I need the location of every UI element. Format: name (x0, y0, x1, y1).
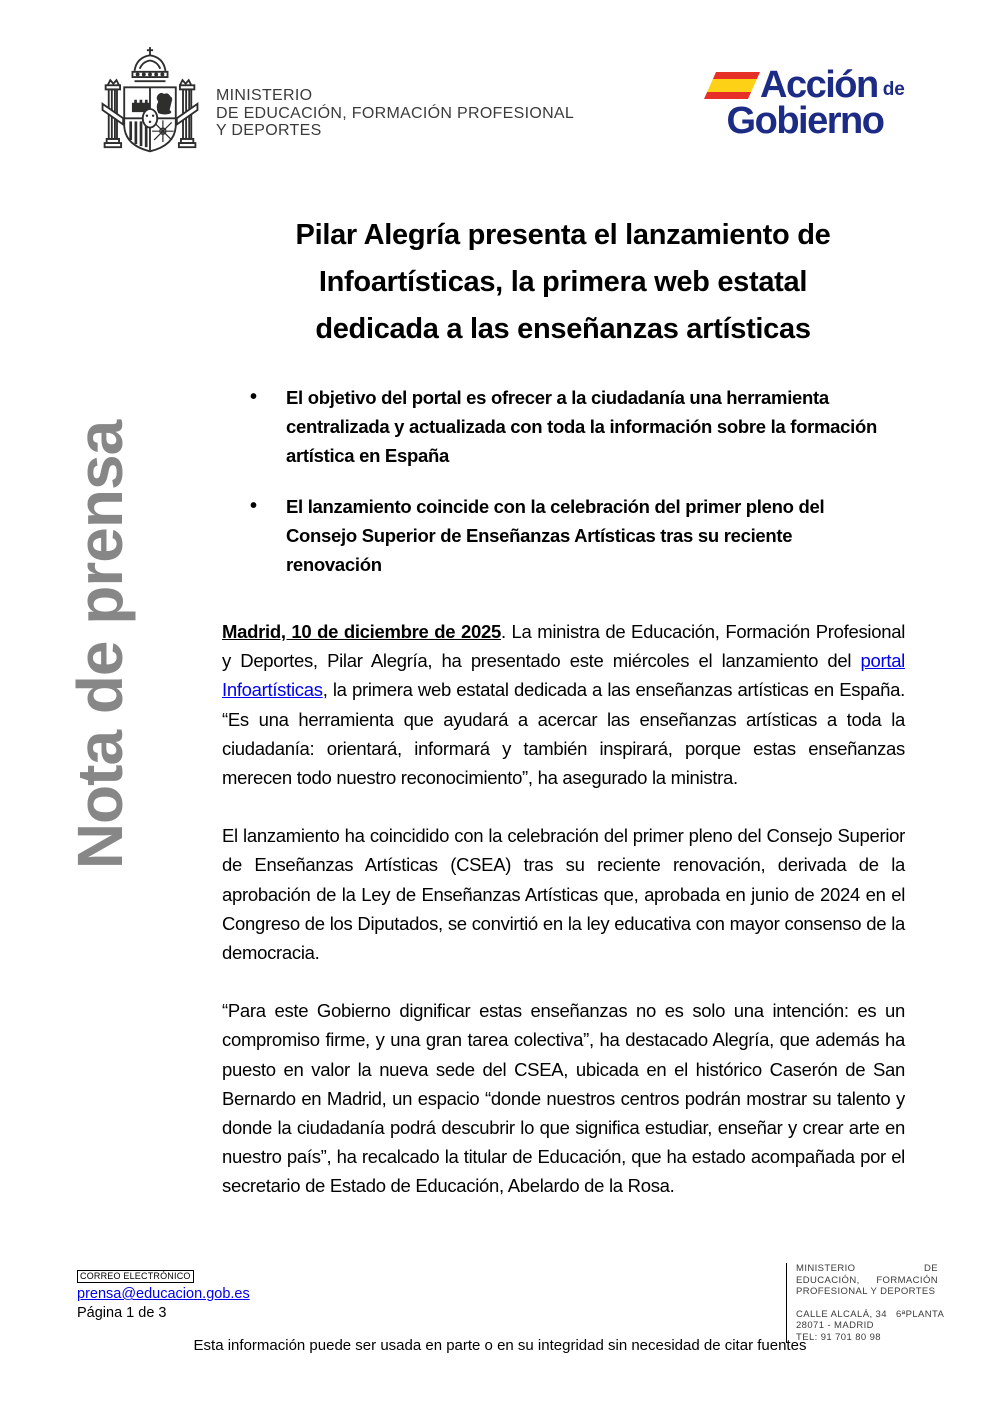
infoartisticas-portal-link[interactable]: portal Infoartísticas (222, 650, 905, 701)
page-indicator: Página 1 de 3 (77, 1305, 167, 1321)
accion-de-word: de (882, 79, 905, 100)
body-text (222, 617, 905, 1230)
ministry-line: Y DEPORTES (216, 122, 322, 139)
bullet-text: El lanzamiento coincide con la celebración del primer pleno del Consejo Superior de Enseñanzas Artísticas tras su reciente renovación (286, 496, 825, 575)
paragraph-text: . La ministra de Educación, Formación Profesional y Deportes, Pilar Alegría, ha presentado este miércoles el lanzamiento del (222, 621, 905, 672)
spain-flag-icon (704, 72, 760, 99)
address-line: CALLE ALCALÁ, 34 6ªPLANTA (796, 1308, 945, 1320)
page-title (222, 212, 904, 353)
paragraph-text: , la primera web estatal dedicada a las enseñanzas artísticas en España. “Es una herramienta que ayudará a acercar las enseñanzas artísticas a toda la ciudadanía: orientará, informará y también inspirará, porque estas enseñanzas merecen todo nuestro reconocimiento”, ha asegurado la ministra. (222, 679, 905, 789)
bullet-text: El objetivo del portal es ofrecer a la ciudadanía una herramienta centralizada y actualizada con toda la información sobre la formación artística en España (286, 387, 877, 466)
summary-bullets (250, 383, 882, 601)
usage-note: Esta información puede ser usada en parte o en su integridad sin necesidad de citar fuentes (193, 1337, 807, 1354)
address-line: TEL: 91 701 80 98 (796, 1331, 881, 1343)
footer-contact-block (77, 1266, 250, 1323)
paragraph-1 (222, 617, 905, 792)
nota-de-prensa-vertical-label: Nota de prensa (64, 420, 136, 870)
dateline-text: Madrid, 10 de diciembre de 2025 (222, 621, 501, 642)
bullet-item (250, 492, 882, 579)
paragraph-2: El lanzamiento ha coincidido con la celebración del primer pleno del Consejo Superior de Enseñanzas Artísticas (CSEA) tras su reciente renovación, derivada de la aprobación de la Ley de Enseñanzas Artísticas que, aprobada en junio de 2024 en el Congreso de los Diputados, se convirtió en la ley educativa con mayor consenso de la democracia. (222, 825, 905, 964)
footer-ministry-name: MINISTERIO DE EDUCACIÓN, FORMACIÓN PROFESIONAL Y DEPORTES (796, 1263, 938, 1297)
paragraph-3: “Para este Gobierno dignificar estas enseñanzas no es solo una intención: es un compromiso firme, y una gran tarea colectiva”, ha destacado Alegría, que además ha puesto en valor la nueva sede del CSEA, ubicada en el histórico Caserón de San Bernardo en Madrid, un espacio “donde nuestros centros podrán mostrar su talento y donde la ciudadanía podrá descubrir lo que significa estudiar, enseñar y crear arte en nuestro país”, ha recalcado la titular de Educación, que ha estado acompañada por el secretario de Estado de Educación, Abelardo de la Rosa. (222, 1000, 905, 1197)
title-line: dedicada a las enseñanzas artísticas (315, 313, 811, 345)
title-line: Infoartísticas, la primera web estatal (318, 266, 808, 298)
accion-word: Acción (760, 64, 878, 106)
email-label: CORREO ELECTRÓNICO (77, 1270, 194, 1283)
press-email-link[interactable]: prensa@educacion.gob.es (77, 1286, 250, 1302)
coat-of-arms-icon (93, 44, 207, 174)
title-line: Pilar Alegría presenta el lanzamiento de (295, 219, 831, 251)
gobierno-word: Gobierno (726, 100, 884, 142)
ministry-line: MINISTERIO (216, 87, 313, 104)
ministry-line: DE EDUCACIÓN, FORMACIÓN PROFESIONAL (216, 104, 575, 122)
bullet-item (250, 383, 882, 470)
ministry-wordmark (216, 87, 574, 140)
accion-de-gobierno-logo (700, 64, 910, 142)
address-line: 28071 - MADRID (796, 1320, 874, 1331)
footer-address-block (786, 1263, 945, 1343)
